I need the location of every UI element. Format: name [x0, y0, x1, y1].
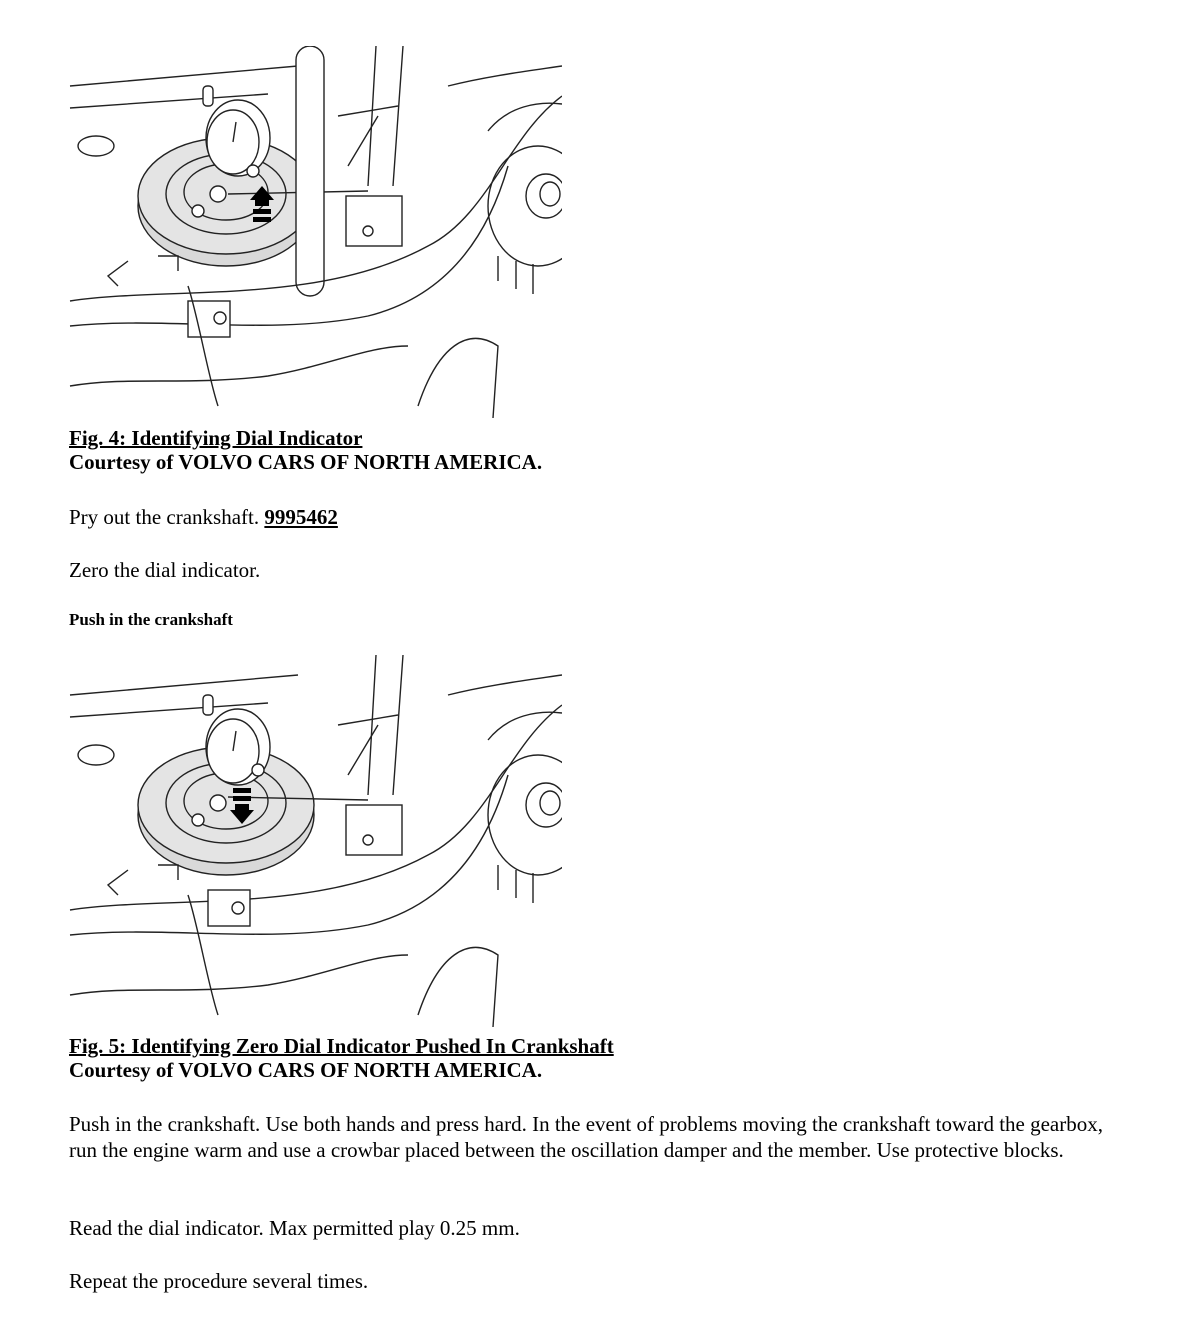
- step-zero-indicator: Zero the dial indicator.: [69, 558, 261, 582]
- figure-5-caption: [69, 1034, 614, 1082]
- step-pry-out: [69, 505, 338, 530]
- step-repeat: Repeat the procedure several times.: [69, 1269, 369, 1293]
- figure-5-illustration: [68, 655, 562, 1027]
- push-instructions-paragraph: Push in the crankshaft. Use both hands and press hard. In the event of problems moving the crankshaft toward the gearbox, run the engine warm and use a crowbar placed between the oscillation damper and the member. Use protective blocks.: [69, 1112, 1103, 1162]
- figure-4-illustration: [68, 46, 562, 418]
- figure-4-caption: [69, 426, 542, 474]
- figure-5-courtesy: Courtesy of VOLVO CARS OF NORTH AMERICA.: [69, 1058, 543, 1082]
- figure-4-title: Fig. 4: Identifying Dial Indicator: [69, 426, 363, 450]
- figure-4-courtesy: Courtesy of VOLVO CARS OF NORTH AMERICA.: [69, 450, 543, 474]
- engine-dial-indicator-drawing-up: [68, 46, 562, 418]
- tool-number-link[interactable]: 9995462: [264, 505, 338, 529]
- step-pry-out-text: Pry out the crankshaft.: [69, 505, 260, 529]
- engine-dial-indicator-drawing-down: [68, 655, 562, 1027]
- figure-5-title: Fig. 5: Identifying Zero Dial Indicator Pushed In Crankshaft: [69, 1034, 614, 1058]
- push-heading: Push in the crankshaft: [69, 610, 233, 629]
- step-read-indicator: Read the dial indicator. Max permitted play 0.25 mm.: [69, 1216, 520, 1240]
